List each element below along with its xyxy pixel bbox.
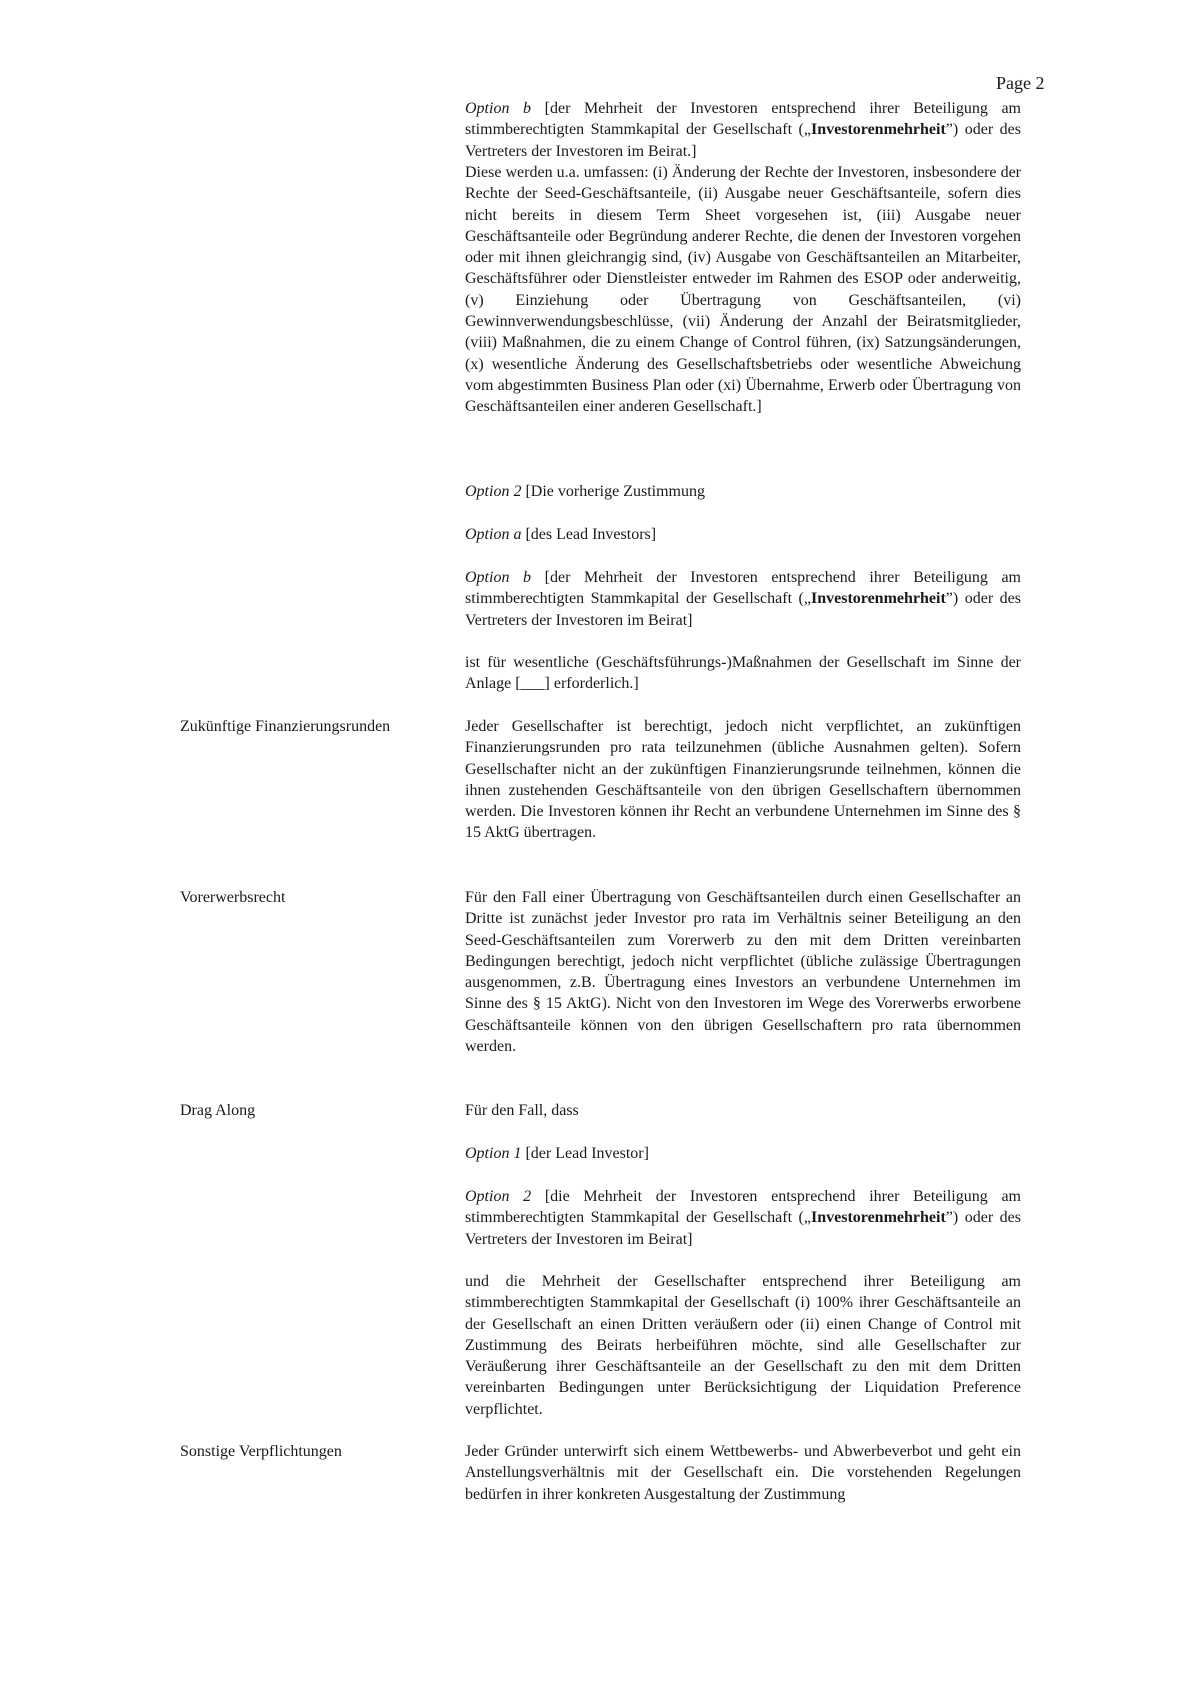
consent-matters-paragraph: Diese werden u.a. umfassen: (i) Änderung der Rechte der Investoren, insbesondere der Rechte der Seed-Geschäftsanteile, (ii) Ausgabe neuer Geschäftsanteile, sofern dies nicht bereits in diesem Term Sheet vorgesehen ist, (iii) Ausgabe neuer Geschäftsanteile oder Begründung anderer Rechte, die denen der Investoren vorgehen oder mit ihnen gleichrangig sind, (iv) Ausgabe von Geschäftsanteilen an Mitarbeiter, Geschäftsführer oder Dienstleister entweder im Rahmen des ESOP oder anderweitig, (v) Einziehung oder Übertragung von Geschäftsanteilen, (vi) Gewinnverwendungsbeschlüsse, (vii) Änderung der Anzahl der Beiratsmitglieder, (viii) Maßnahmen, die zu einem Change of Control führen, (ix) Satzungsänderungen, (x) wesentliche Änderung des Gesellschaftsbetriebs oder wesentliche Abweichung vom abgestimmten Business Plan oder (xi) Übernahme, Erwerb oder Übertragung von Geschäftsanteilen einer anderen Gesellschaft.] [465,164,1021,416]
option-label: Option 2 [465,1188,532,1205]
option-b-majority-paragraph: Option b [der Mehrheit der Investoren entsprechend ihrer Beteiligung am stimmberechtigten Stammkapital der Gesellschaft („Investorenmehrheit”) oder des Vertreters der Investoren im Beirat] [465,569,1022,629]
option-label: Option a [465,526,522,543]
section-label-drag-along: Drag Along [180,1102,256,1119]
drag-along-obligation-paragraph: und die Mehrheit der Gesellschafter entsprechend ihrer Beteiligung am stimmberechtigten Stammkapital der Gesellschaft (i) 100% ihrer Geschäftsanteile an der Gesellschaft an einen Dritten veräußern oder (ii) einen Change of Control mit Zustimmung des Beirats herbeiführen möchte, sind alle Gesellschafter zur Veräußerung ihrer Geschäftsanteile an der Gesellschaft zu den mit dem Dritten vereinbarten Bedingungen unter Berücksichtigung der Liquidation Preference verpflichtet. [465,1273,1021,1418]
option-2-paragraph: Option 2 [Die vorherige Zustimmung [465,483,705,500]
option-a-paragraph: Option a [des Lead Investors] [465,526,657,543]
defined-term: Investorenmehrheit [810,590,946,608]
option-label: Option 2 [465,483,522,500]
other-obligations-paragraph: Jeder Gründer unterwirft sich einem Wettbewerbs- und Abwerbeverbot und geht ein Anstellungsverhältnis mit der Gesellschaft ein. Die vorstehenden Regelungen bedürfen in ihrer konkreten Ausgestaltung der Zustimmung [465,1443,1021,1503]
option-label: Option 1 [465,1145,522,1162]
section-label-preemption: Vorerwerbsrecht [180,889,286,906]
management-measures-paragraph: ist für wesentliche (Geschäftsführungs-)Maßnahmen der Gesellschaft im Sinne der Anlage [___] erforderlich.] [465,654,1021,693]
defined-term: Investorenmehrheit [810,1209,946,1227]
section-label-financing: Zukünftige Finanzierungsrunden [180,718,391,735]
drag-option-1-paragraph: Option 1 [der Lead Investor] [465,1145,649,1162]
drag-along-intro: Für den Fall, dass [465,1102,579,1119]
section-label-other-obligations: Sonstige Verpflichtungen [180,1443,342,1460]
option-label: Option b [465,100,532,117]
option-label: Option b [465,569,532,586]
financing-paragraph: Jeder Gesellschafter ist berechtigt, jedoch nicht verpflichtet, an zukünftigen Finanzierungsrunden pro rata teilzunehmen (übliche Ausnahmen gelten). Sofern Gesellschafter nicht an der zukünftigen Finanzierungsrunde teilnehmen, können die ihnen zustehenden Geschäftsanteile von den übrigen Gesellschaftern übernommen werden. Die Investoren können ihr Recht an verbundene Unternehmen im Sinne des § 15 AktG übertragen. [465,718,1021,842]
option-b-investors-paragraph: Option b [der Mehrheit der Investoren entsprechend ihrer Beteiligung am stimmberechtigten Stammkapital der Gesellschaft („Investorenmehrheit”) oder des Vertreters der Investoren im Beirat.] [465,100,1022,160]
page-number: Page 2 [996,73,1045,93]
preemption-paragraph: Für den Fall einer Übertragung von Geschäftsanteilen durch einen Gesellschafter an Dritte ist zunächst jeder Investor pro rata im Verhältnis seiner Beteiligung an den Seed-Geschäftsanteilen zum Vorerwerb zu den mit dem Dritten vereinbarten Bedingungen berechtigt, jedoch nicht verpflichtet (übliche zulässige Übertragungen ausgenommen, z.B. Übertragung eines Investors an verbundene Unternehmen im Sinne des § 15 AktG). Nicht von den Investoren im Wege des Vorerwerbs erworbene Geschäftsanteile können von den übrigen Gesellschaftern pro rata übernommen werden. [465,889,1021,1056]
drag-option-2-paragraph: Option 2 [die Mehrheit der Investoren entsprechend ihrer Beteiligung am stimmberechtigten Stammkapital der Gesellschaft („Investorenmehrheit”) oder des Vertreters der Investoren im Beirat] [465,1188,1022,1248]
defined-term: Investorenmehrheit [810,121,946,139]
